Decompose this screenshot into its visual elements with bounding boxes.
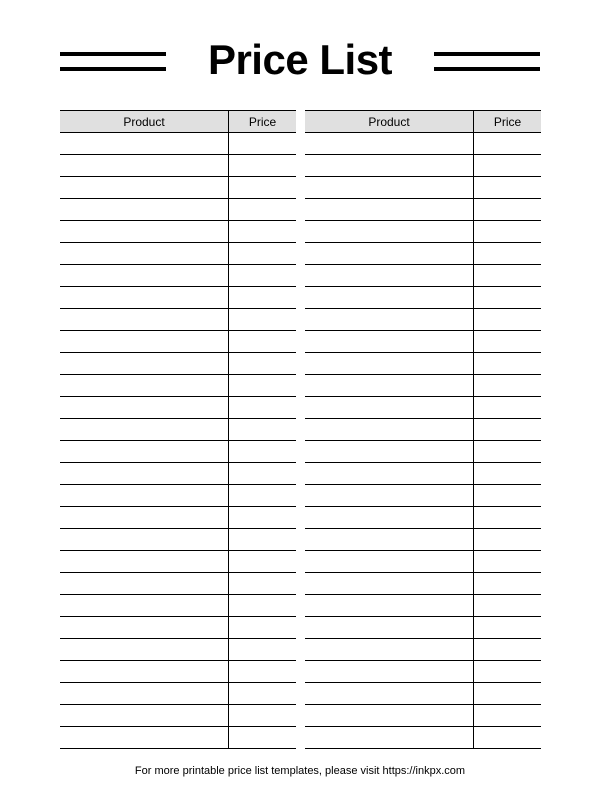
table-row: [60, 243, 296, 265]
price-cell: [474, 705, 542, 727]
price-cell: [229, 133, 297, 155]
price-cell: [229, 727, 297, 749]
table-row: [60, 221, 296, 243]
product-cell: [60, 331, 229, 353]
table-row: [60, 529, 296, 551]
product-cell: [305, 551, 474, 573]
product-cell: [60, 551, 229, 573]
table-row: [60, 507, 296, 529]
product-cell: [305, 375, 474, 397]
table-row: [60, 155, 296, 177]
product-cell: [305, 617, 474, 639]
price-cell: [229, 705, 297, 727]
product-cell: [60, 683, 229, 705]
product-cell: [305, 177, 474, 199]
table-row: [305, 353, 541, 375]
product-column-header: Product: [305, 111, 474, 133]
table-row: [305, 309, 541, 331]
product-cell: [305, 485, 474, 507]
price-cell: [474, 397, 542, 419]
product-cell: [60, 287, 229, 309]
price-cell: [229, 265, 297, 287]
table-row: [305, 441, 541, 463]
product-cell: [305, 397, 474, 419]
product-cell: [305, 155, 474, 177]
table-row: [305, 727, 541, 749]
product-cell: [60, 375, 229, 397]
price-cell: [229, 331, 297, 353]
table-row: [305, 595, 541, 617]
table-row: [60, 463, 296, 485]
table-row: [60, 683, 296, 705]
price-cell: [474, 551, 542, 573]
table-row: [305, 705, 541, 727]
product-cell: [60, 155, 229, 177]
product-cell: [60, 507, 229, 529]
table-row: [60, 573, 296, 595]
product-cell: [305, 727, 474, 749]
price-cell: [474, 683, 542, 705]
product-cell: [60, 617, 229, 639]
product-cell: [60, 485, 229, 507]
table-row: [60, 265, 296, 287]
table-body: [60, 133, 296, 749]
table-row: [60, 617, 296, 639]
price-cell: [229, 287, 297, 309]
product-cell: [60, 419, 229, 441]
table-row: [60, 375, 296, 397]
table-row: [305, 265, 541, 287]
product-cell: [60, 661, 229, 683]
table-row: [305, 617, 541, 639]
price-cell: [229, 683, 297, 705]
product-cell: [305, 133, 474, 155]
product-cell: [60, 463, 229, 485]
table-row: [305, 529, 541, 551]
table-header-row: [60, 111, 296, 133]
product-cell: [60, 265, 229, 287]
product-cell: [305, 507, 474, 529]
rule-line: [434, 52, 540, 56]
product-cell: [60, 309, 229, 331]
price-cell: [474, 595, 542, 617]
table-row: [305, 661, 541, 683]
price-cell: [474, 463, 542, 485]
price-cell: [229, 639, 297, 661]
table-row: [60, 705, 296, 727]
table-row: [305, 507, 541, 529]
price-cell: [229, 573, 297, 595]
price-cell: [229, 353, 297, 375]
rule-line: [434, 67, 540, 71]
price-cell: [229, 617, 297, 639]
price-cell: [229, 309, 297, 331]
price-cell: [474, 375, 542, 397]
price-cell: [229, 507, 297, 529]
product-cell: [60, 595, 229, 617]
product-cell: [305, 595, 474, 617]
price-column-header: Price: [474, 111, 542, 133]
price-cell: [474, 155, 542, 177]
table-row: [305, 287, 541, 309]
price-cell: [474, 661, 542, 683]
price-cell: [474, 309, 542, 331]
product-cell: [305, 463, 474, 485]
price-cell: [229, 243, 297, 265]
price-cell: [474, 353, 542, 375]
price-cell: [229, 419, 297, 441]
price-cell: [474, 221, 542, 243]
page-title: Price List: [207, 36, 393, 83]
product-cell: [60, 397, 229, 419]
product-cell: [60, 221, 229, 243]
table-row: [305, 133, 541, 155]
product-cell: [305, 661, 474, 683]
price-cell: [229, 595, 297, 617]
price-cell: [229, 375, 297, 397]
product-cell: [60, 441, 229, 463]
price-cell: [474, 727, 542, 749]
table-row: [60, 595, 296, 617]
footer-note: For more printable price list templates, please visit https://inkpx.com: [134, 765, 466, 777]
price-cell: [474, 177, 542, 199]
product-cell: [305, 353, 474, 375]
table-row: [305, 177, 541, 199]
table-row: [60, 133, 296, 155]
table-row: [305, 419, 541, 441]
product-cell: [305, 573, 474, 595]
product-cell: [60, 243, 229, 265]
price-cell: [229, 485, 297, 507]
product-cell: [60, 529, 229, 551]
product-cell: [305, 243, 474, 265]
table-row: [305, 573, 541, 595]
table-row: [305, 199, 541, 221]
price-cell: [474, 639, 542, 661]
table-row: [60, 177, 296, 199]
price-cell: [474, 507, 542, 529]
price-column-header: Price: [229, 111, 297, 133]
table-row: [305, 375, 541, 397]
product-cell: [305, 705, 474, 727]
price-cell: [229, 463, 297, 485]
product-cell: [60, 199, 229, 221]
decorative-double-rule-right: [434, 52, 540, 74]
price-cell: [229, 155, 297, 177]
product-cell: [60, 727, 229, 749]
price-cell: [229, 529, 297, 551]
price-cell: [474, 573, 542, 595]
price-table-left: [60, 110, 296, 749]
product-cell: [305, 199, 474, 221]
price-cell: [474, 287, 542, 309]
table-row: [60, 309, 296, 331]
table-row: [60, 661, 296, 683]
price-cell: [229, 221, 297, 243]
table-row: [60, 441, 296, 463]
product-cell: [305, 309, 474, 331]
product-cell: [60, 133, 229, 155]
product-cell: [305, 331, 474, 353]
product-column-header: Product: [60, 111, 229, 133]
price-cell: [474, 529, 542, 551]
product-cell: [305, 221, 474, 243]
table-row: [305, 485, 541, 507]
table-row: [60, 397, 296, 419]
product-cell: [60, 353, 229, 375]
price-cell: [474, 133, 542, 155]
table-row: [60, 353, 296, 375]
page-header: [0, 0, 600, 100]
price-cell: [474, 485, 542, 507]
product-cell: [305, 265, 474, 287]
table-row: [60, 727, 296, 749]
price-cell: [474, 441, 542, 463]
table-row: [60, 287, 296, 309]
price-cell: [474, 243, 542, 265]
price-table-right: [305, 110, 541, 749]
product-cell: [305, 639, 474, 661]
price-cell: [474, 617, 542, 639]
table-row: [305, 463, 541, 485]
price-cell: [474, 199, 542, 221]
table-row: [60, 551, 296, 573]
table-row: [305, 397, 541, 419]
table-row: [60, 639, 296, 661]
table-header-row: [305, 111, 541, 133]
product-cell: [60, 177, 229, 199]
table-row: [60, 199, 296, 221]
table-row: [305, 243, 541, 265]
table-row: [60, 331, 296, 353]
product-cell: [305, 441, 474, 463]
table-row: [305, 331, 541, 353]
product-cell: [305, 683, 474, 705]
price-cell: [229, 199, 297, 221]
table-row: [305, 683, 541, 705]
product-cell: [305, 419, 474, 441]
price-cell: [229, 551, 297, 573]
product-cell: [305, 529, 474, 551]
table-row: [305, 551, 541, 573]
table-row: [305, 155, 541, 177]
price-cell: [474, 265, 542, 287]
table-row: [305, 639, 541, 661]
table-row: [60, 485, 296, 507]
product-cell: [305, 287, 474, 309]
product-cell: [60, 639, 229, 661]
table-row: [305, 221, 541, 243]
table-body: [305, 133, 541, 749]
price-cell: [229, 661, 297, 683]
price-cell: [474, 331, 542, 353]
price-cell: [229, 177, 297, 199]
price-cell: [474, 419, 542, 441]
product-cell: [60, 573, 229, 595]
table-row: [60, 419, 296, 441]
product-cell: [60, 705, 229, 727]
price-cell: [229, 441, 297, 463]
price-cell: [229, 397, 297, 419]
